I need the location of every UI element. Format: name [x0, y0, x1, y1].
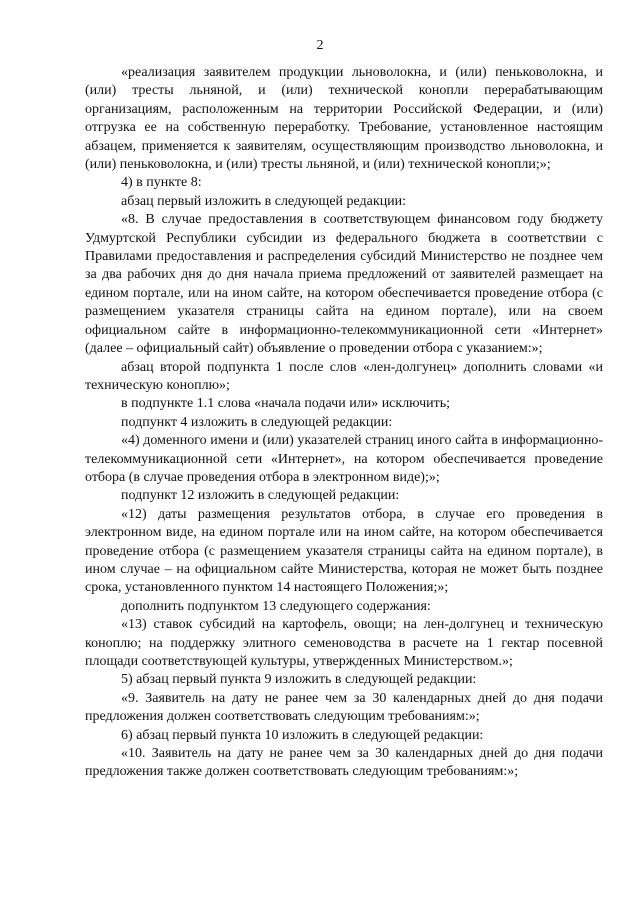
paragraph: 6) абзац первый пункта 10 изложить в следующей редакции:	[121, 727, 484, 743]
paragraph: «4) доменного имени и (или) указателей страниц иного сайта в информационно-телекоммуникационной сети «Интернет», на котором обеспечивается проведение отбора (в случае проведения отбора в электронном виде);»;	[85, 433, 603, 485]
paragraph: «13) ставок субсидий на картофель, овощи; на лен-долгунец и техническую коноплю; на поддержку элитного семеноводства в расчете на 1 гектар посевной площади соответствующей культуры, утвержденных Министерством.»;	[85, 617, 603, 669]
paragraph: «10. Заявитель на дату не ранее чем за 30 календарных дней до дня подачи предложения также должен соответствовать следующим требованиям:»;	[85, 746, 603, 780]
paragraph: 5) абзац первый пункта 9 изложить в следующей редакции:	[121, 672, 477, 688]
paragraph: «12) даты размещения результатов отбора, в случае его проведения в электронном виде, на едином портале или на ином сайте, на котором обеспечивается проведение отбора (с размещением указателя страницы сайта на едином портале), в ином случае – на официальном сайте Министерства, которая не может быть позднее срока, установленного пунктом 14 настоящего Положения;»;	[85, 506, 603, 596]
paragraph: «9. Заявитель на дату не ранее чем за 30 календарных дней до дня подачи предложения должен соответствовать следующим требованиям:»;	[85, 690, 603, 725]
paragraph: абзац первый изложить в следующей редакции:	[121, 193, 407, 209]
paragraph: дополнить подпунктом 13 следующего содержания:	[121, 598, 431, 614]
paragraph: абзац второй подпункта 1 после слов «лен-долгунец» дополнить словами «и техническую коноплю»;	[85, 359, 603, 393]
document-body	[85, 64, 603, 782]
paragraph: подпункт 4 изложить в следующей редакции:	[121, 414, 393, 430]
paragraph: 4) в пункте 8:	[121, 175, 202, 191]
paragraph: «8. В случае предоставления в соответствующем финансовом году бюджету Удмуртской Республики субсидии из федерального бюджета в соответствии с Правилами предоставления и распределения субсидий Министерство не позднее чем за два рабочих дня до дня начала приема предложений от заявителей размещает на едином портале, или на ином сайте, на котором обеспечивается проведение отбора (с размещением указателя страницы сайта на едином портале), или на своем официальном сайте в информационно-телекоммуникационной сети «Интернет» (далее – официальный сайт) объявление о проведении отбора с указанием:»;	[85, 212, 603, 357]
page-number: 2	[316, 38, 324, 53]
paragraph: «реализация заявителем продукции льноволокна, и (или) пеньковолокна, и (или) тресты льняной, и (или) технической конопли перерабатывающим организациям, расположенным на территории Российской Федерации, и (или) отгрузка ее на собственную переработку. Требование, установленное настоящим абзацем, применяется к заявителям, осуществляющим производство льноволокна, и (или) пеньковолокна, и (или) тресты льняной, и (или) технической конопли;»;	[85, 65, 603, 173]
paragraph: в подпункте 1.1 слова «начала подачи или» исключить;	[121, 396, 451, 412]
paragraph: подпункт 12 изложить в следующей редакции:	[121, 488, 400, 504]
